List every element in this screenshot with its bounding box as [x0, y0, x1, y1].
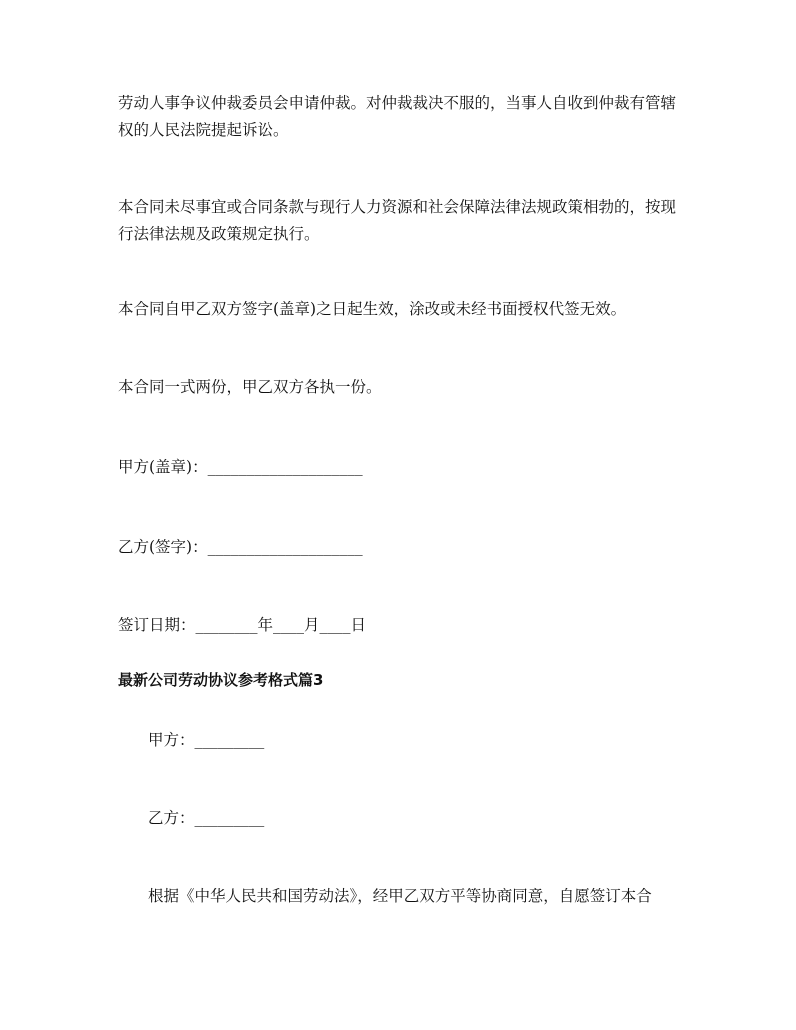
signature-date: 签订日期：________年____月____日: [118, 616, 367, 634]
paragraph-effective: 本合同自甲乙双方签字(盖章)之日起生效，涂改或未经书面授权代签无效。: [118, 300, 627, 318]
paragraph-arbitration: 劳动人事争议仲裁委员会申请仲裁。对仲裁裁决不服的，当事人自收到仲裁有管辖权的人民法院提起诉讼。: [118, 94, 677, 139]
section-intro: 根据《中华人民共和国劳动法》，经甲乙双方平等协商同意，自愿签订本合: [148, 887, 652, 905]
paragraph-unspecified-matters: 本合同未尽事宜或合同条款与现行人力资源和社会保障法律法规政策相勃的，按现行法律法规及政策规定执行。: [118, 198, 677, 243]
signature-party-b: 乙方(签字)：____________________: [118, 538, 363, 556]
section-party-a: 甲方：_________: [148, 731, 265, 749]
paragraph-copies: 本合同一式两份，甲乙双方各执一份。: [118, 378, 382, 396]
signature-party-a: 甲方(盖章)：____________________: [118, 458, 363, 476]
section-heading: 最新公司劳动协议参考格式篇3: [118, 671, 324, 689]
section-party-b: 乙方：_________: [148, 809, 265, 827]
